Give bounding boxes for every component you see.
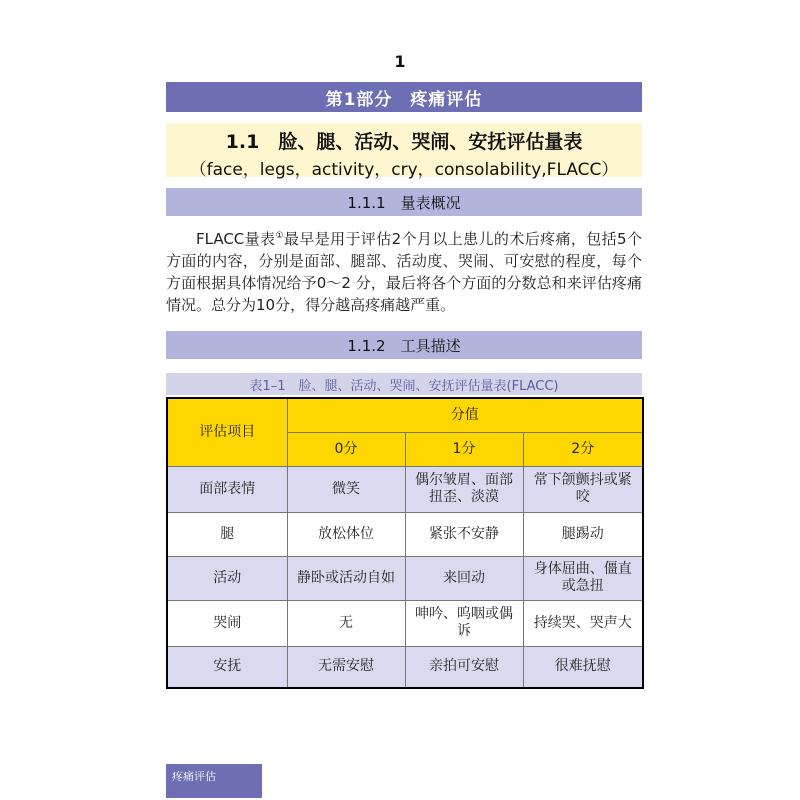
- part-title-bar: [166, 82, 642, 112]
- table-row: [167, 556, 643, 600]
- subsection-bar-overview: [166, 188, 642, 216]
- table-row: [167, 600, 643, 646]
- row-score-1: 来回动: [405, 556, 523, 600]
- part-title: 第1部分 疼痛评估: [325, 89, 483, 110]
- row-item: 腿: [167, 512, 287, 556]
- row-score-2: 身体屈曲、僵直或急扭: [523, 556, 643, 600]
- footer-label-bar: [166, 764, 262, 798]
- row-item: 活动: [167, 556, 287, 600]
- row-score-2: 持续哭、哭声大: [523, 600, 643, 646]
- table-row: [167, 466, 643, 512]
- row-item: 面部表情: [167, 466, 287, 512]
- subsection-title: 1.1.1 量表概况: [347, 193, 461, 212]
- header-score-0: 0分: [287, 432, 405, 466]
- row-score-2: 常下颌颤抖或紧咬: [523, 466, 643, 512]
- row-score-2: 很难抚慰: [523, 646, 643, 688]
- flacc-table: [166, 397, 644, 689]
- header-item: 评估项目: [167, 398, 287, 466]
- table-row: [167, 646, 643, 688]
- row-score-1: 呻吟、呜咽或偶诉: [405, 600, 523, 646]
- page-number: 1: [394, 52, 406, 71]
- subsection-title: 1.1.2 工具描述: [347, 336, 461, 355]
- footer-label: 疼痛评估: [172, 770, 216, 783]
- row-score-0: 无: [287, 600, 405, 646]
- row-score-2: 腿踢动: [523, 512, 643, 556]
- row-score-0: 微笑: [287, 466, 405, 512]
- section-subtitle: （face，legs，activity，cry，consolability,FLACC）: [189, 160, 619, 180]
- header-score-1: 1分: [405, 432, 523, 466]
- footnote-marker: ①: [275, 231, 284, 241]
- table-caption-bar: [166, 373, 642, 395]
- row-score-1: 偶尔皱眉、面部扭歪、淡漠: [405, 466, 523, 512]
- row-score-0: 静卧或活动自如: [287, 556, 405, 600]
- table-caption: 表1–1 脸、腿、活动、哭闹、安抚评估量表(FLACC): [249, 378, 559, 394]
- header-score-2: 2分: [523, 432, 643, 466]
- paragraph-text-rest: 最早是用于评估2个月以上患儿的术后疼痛，包括5个方面的内容，分别是面部、腿部、活动度、哭闹、可安慰的程度，每个方面根据具体情况给予0～2 分，最后将各个方面的分数总和来评估疼痛情况。总分为10分，得分越高疼痛越严重。: [166, 230, 642, 314]
- row-score-1: 亲拍可安慰: [405, 646, 523, 688]
- row-item: 哭闹: [167, 600, 287, 646]
- subsection-bar-tool: [166, 331, 642, 359]
- section-heading-box: [166, 123, 642, 180]
- body-paragraph: [166, 225, 642, 316]
- header-score-group: 分值: [287, 398, 643, 432]
- row-item: 安抚: [167, 646, 287, 688]
- row-score-1: 紧张不安静: [405, 512, 523, 556]
- table-row: [167, 512, 643, 556]
- row-score-0: 无需安慰: [287, 646, 405, 688]
- row-score-0: 放松体位: [287, 512, 405, 556]
- paragraph-text-start: FLACC量表: [196, 230, 276, 248]
- section-title: 1.1 脸、腿、活动、哭闹、安抚评估量表: [225, 131, 583, 153]
